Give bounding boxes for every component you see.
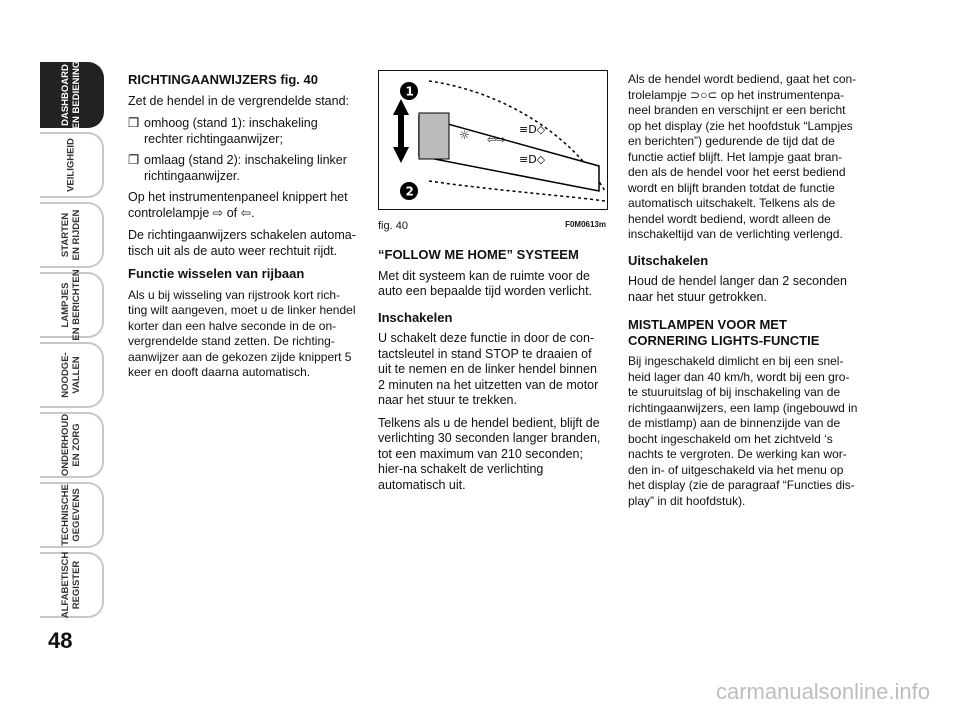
bullet-icon: ❒ (128, 153, 140, 167)
bullet-text: omlaag (stand 2): inschakeling linker richtingaanwijzer. (144, 153, 347, 183)
tab-label: ALFABETISCH REGISTER (60, 551, 82, 619)
paragraph: U schakelt deze functie in door de con-tactsleutel in stand STOP te draaien of uit te nemen en de linker hendel binnen 2 minuten na het uitzetten van de motor naar het stuur te trekken. (378, 331, 599, 407)
subheading: Uitschakelen (628, 252, 709, 268)
tab-label: ONDERHOUD EN ZORG (60, 413, 82, 477)
paragraph: Op het instrumentenpaneel knippert het controlelampje ⇨ of ⇦. (128, 190, 348, 220)
bullet-text: omhoog (stand 1): inschakeling rechter richtingaanwijzer; (144, 116, 318, 146)
column-3 (628, 72, 858, 516)
chapter-tabs (40, 62, 106, 622)
tab-dashboard[interactable] (40, 62, 104, 128)
figure-lever (378, 70, 608, 210)
paragraph: Als u bij wisseling van rijstrook kort rich-ting wilt aangeven, moet u de linker hendel korter dan een halve seconde in de on-vergrendelde stand zetten. De richting-aanwijzer aan de gekozen zijde knippert 5 keer en dooft daarna automatisch. (128, 287, 356, 379)
lever-illustration (379, 71, 607, 209)
watermark: carmanualsonline.info (715, 679, 930, 704)
svg-text:≡D◇: ≡D◇ (519, 153, 546, 166)
tab-label: TECHNISCHE GEGEVENS (60, 484, 82, 546)
tab-label: DASHBOARD EN BEDIENING (60, 60, 82, 130)
tab-lampjes[interactable] (40, 269, 104, 341)
svg-text:≡D◇: ≡D◇ (519, 123, 546, 136)
bullet-item (128, 116, 358, 147)
paragraph: Bij ingeschakeld dimlicht en bij een snel-heid lager dan 40 km/h, wordt bij een gro-te stuuruitslag of bij inschakeling van de richtingaanwijzers, een lamp (ingebouwd in de mistlamp) aan de binnenzijde van de bocht ingeschakeld om het zichtveld ‘s nachts te vergroten. De werking kan wor-den in- of uitgeschakeld via het menu op het display (zie de paragraaf “Functies dis-play” in dit hoofdstuk). (628, 354, 858, 508)
tab-veiligheid[interactable] (40, 132, 104, 198)
paragraph: Houd de hendel langer dan 2 seconden naar het stuur getrokken. (628, 274, 847, 304)
tab-register[interactable] (40, 552, 104, 618)
paragraph: Telkens als u de hendel bedient, blijft de verlichting 30 seconden langer branden, tot een maximum van 210 seconden; hier-na schakelt de verlichting automatisch uit. (378, 415, 601, 492)
tab-label: VEILIGHEID (65, 138, 77, 192)
column-2 (378, 247, 606, 500)
paragraph: Als de hendel wordt bediend, gaat het con-trolelampje ⊃○⊂ op het instrumentenpa-neel branden en verschijnt er een bericht op het display (zie het hoofdstuk “Lampjes en berichten”) gedurende de tijd dat de functie actief blijft. Het lampje gaat bran-den als de hendel voor het eerst bediend wordt en blijft branden totdat de functie automatisch uitschakelt. Telkens als de hendel wordt bediend, wordt alleen de inschakeltijd van de verlichting verlengd. (628, 72, 857, 241)
tab-starten[interactable] (40, 202, 104, 268)
figure-caption (378, 220, 606, 232)
section-title: RICHTINGAANWIJZERS fig. 40 (128, 72, 318, 87)
tab-onderhoud[interactable] (40, 412, 104, 478)
marker-2: 2 (405, 184, 414, 199)
paragraph: Zet de hendel in de vergrendelde stand: (128, 93, 349, 108)
figure-code: F0M0613m (565, 220, 606, 229)
tab-label: STARTEN EN RIJDEN (60, 209, 82, 261)
svg-text:⇦⇨: ⇦⇨ (487, 133, 506, 146)
tab-label: LAMPJES EN BERICHTEN (60, 269, 82, 341)
column-1 (128, 72, 358, 388)
marker-1: 1 (405, 84, 414, 99)
paragraph: Met dit systeem kan de ruimte voor de auto een bepaalde tijd worden verlicht. (378, 268, 593, 298)
paragraph: De richtingaanwijzers schakelen automa-tisch uit als de auto weer rechtuit rijdt. (128, 228, 356, 258)
caption-label: fig. 40 (378, 220, 408, 232)
tab-technische[interactable] (40, 482, 104, 548)
svg-text:☼: ☼ (459, 128, 470, 142)
subheading: Inschakelen (378, 309, 453, 325)
subheading: Functie wisselen van rijbaan (128, 266, 305, 281)
bullet-icon: ❒ (128, 116, 140, 130)
section-title: “FOLLOW ME HOME” SYSTEEM (378, 247, 579, 262)
page-number: 48 (48, 628, 73, 653)
tab-label: NOODGE- VALLEN (60, 352, 82, 398)
section-title: MISTLAMPEN VOOR MET CORNERING LIGHTS-FUNCTIE (628, 317, 820, 348)
tab-noodgevallen[interactable] (40, 342, 104, 408)
bullet-item (128, 153, 358, 184)
